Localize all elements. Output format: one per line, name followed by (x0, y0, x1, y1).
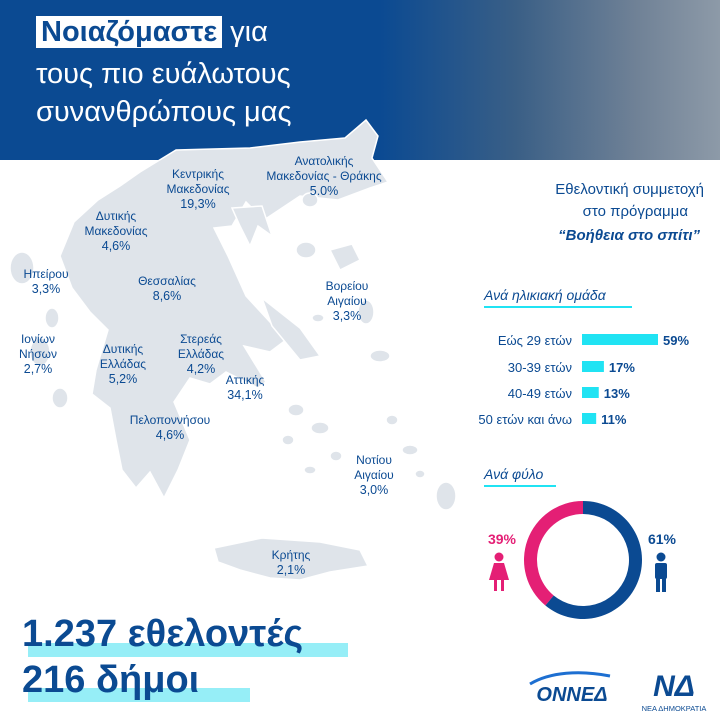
region-name: Πελοποννήσου (129, 413, 211, 427)
region-value: 4,6% (101, 239, 131, 253)
age-chart (478, 287, 689, 427)
region-name: Ιονίων (20, 332, 56, 346)
region-name: Θεσσαλίας (138, 274, 196, 288)
region-name: Ελλάδας (99, 357, 147, 371)
female-percent: 39% (487, 531, 517, 547)
region-name: Αιγαίου (327, 294, 367, 308)
region-name: Νοτίου (356, 453, 392, 467)
gender-chart (483, 466, 677, 619)
region-name: Κεντρικής (171, 167, 225, 181)
region-value: 19,3% (180, 197, 216, 211)
nd-text: ΝΕΑ ΔΗΜΟΚΡΑΤΙΑ (641, 704, 707, 713)
onned-text: ΟΝΝΕΔ (536, 684, 608, 706)
age-value-label: 59% (663, 333, 690, 348)
age-value-label: 17% (608, 360, 635, 375)
region-name: Αττικής (225, 373, 265, 387)
region-name: Νήσων (18, 347, 58, 361)
age-value-label: 11% (601, 412, 627, 427)
donut-slice-female (524, 501, 583, 605)
female-icon (489, 553, 509, 592)
title-line-2: τους πιο ευάλωτους (36, 58, 291, 90)
age-bar (582, 334, 658, 345)
program-line-2: στο πρόγραμμα (582, 203, 688, 220)
region-value: 3,3% (31, 282, 61, 296)
title-line-3: συνανθρώπους μας (36, 96, 292, 128)
age-value-label: 13% (603, 386, 630, 401)
region-name: Στερεάς (180, 332, 222, 346)
region-name: Μακεδονίας - Θράκης (266, 169, 382, 183)
age-bar (582, 413, 596, 424)
age-bar (582, 387, 599, 398)
region-value: 34,1% (227, 388, 263, 402)
volunteers-text: 1.237 εθελοντές (22, 613, 304, 655)
region-name: Μακεδονίας (84, 224, 148, 238)
region-value: 5,2% (108, 372, 138, 386)
region-value: 4,6% (155, 428, 185, 442)
age-chart-title: Ανά ηλικιακή ομάδα (484, 287, 606, 303)
region-value: 5.0% (309, 184, 339, 198)
nd-mark: ΝΔ (653, 670, 695, 703)
region-value: 3,3% (332, 309, 362, 323)
region-value: 2,1% (276, 563, 306, 577)
program-line-1: Εθελοντική συμμετοχή (555, 181, 704, 198)
age-category-label: Εώς 29 ετών (497, 333, 572, 348)
age-category-label: 40-49 ετών (507, 386, 572, 401)
region-name: Ανατολικής (294, 154, 354, 168)
municipalities-text: 216 δήμοι (22, 659, 200, 701)
region-value: 4,2% (186, 362, 216, 376)
region-name: Ελλάδας (177, 347, 225, 361)
title-word: για (230, 16, 268, 48)
age-category-label: 30-39 ετών (507, 360, 572, 375)
gender-chart-title: Ανά φύλο (484, 466, 544, 482)
male-icon (655, 553, 667, 593)
region-value: 8,6% (152, 289, 182, 303)
region-name: Βορείου (325, 279, 369, 293)
region-name: Κρήτης (271, 548, 311, 562)
municipalities-total (22, 658, 199, 702)
region-name: Δυτικής (102, 342, 144, 356)
region-name: Αιγαίου (354, 468, 394, 482)
age-bar (582, 361, 604, 372)
male-percent: 61% (647, 531, 677, 547)
region-name: Δυτικής (95, 209, 137, 223)
volunteers-total (22, 612, 303, 656)
program-name: “Βοήθεια στο σπίτι” (558, 227, 700, 244)
age-title-underline (484, 306, 632, 308)
title-highlight: Νοιαζόμαστε (36, 16, 222, 48)
region-name: Μακεδονίας (166, 182, 230, 196)
age-category-label: 50 ετών και άνω (478, 412, 572, 427)
region-name: Ηπείρου (23, 267, 69, 281)
gender-title-underline (484, 485, 556, 487)
region-value: 2,7% (23, 362, 53, 376)
region-value: 3,0% (359, 483, 389, 497)
